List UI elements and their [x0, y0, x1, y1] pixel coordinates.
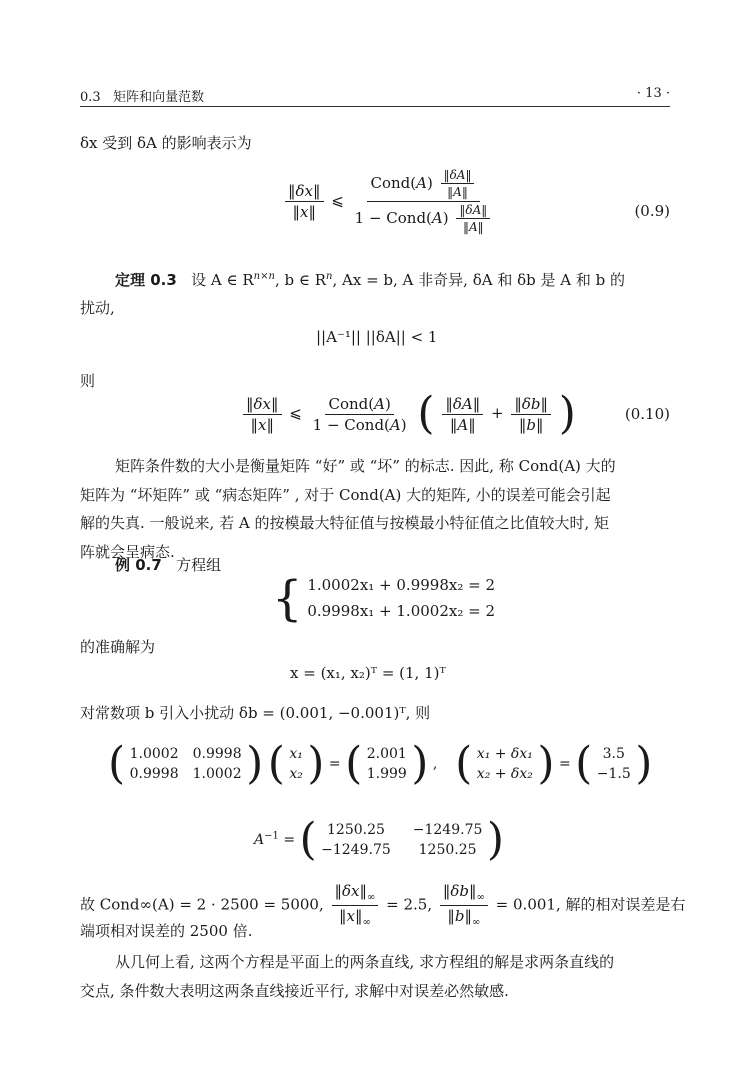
exact-solution-label: 的准确解为 [80, 638, 156, 656]
section-title: 矩阵和向量范数 [113, 90, 205, 105]
conclusion: 故 Cond∞(A) = 2 · 2500 = 5000, $\frac{‖\delta x‖_\infty}{‖x‖_\infty}$ = 2.5, $\frac{‖\delta b‖_\infty}{‖b‖_\infty}$ = 0.001, 解的相对误差是右 [80, 882, 686, 928]
equation-system: { 1.0002x₁ + 0.9998x₂ = 2 0.9998x₁ + 1.0002x₂ = 2 [272, 570, 495, 627]
vector-solution: 3.5 −1.5 [596, 746, 631, 782]
vector-x: x₁ x₂ [289, 746, 303, 782]
equation-number-0-9: (0.9) [634, 202, 670, 220]
theorem-label: 定理 0.3 [115, 271, 177, 289]
theorem-0-3: 定理 0.3 设 A ∈ $R^{n\times n}$, b ∈ $R^n$, Ax = b, A 非奇异, δA 和 δb 是 A 和 b 的 [115, 271, 625, 289]
theorem-line2: 扰动, [80, 299, 115, 317]
matrix-A: 1.0002 0.9998 0.9998 1.0002 [129, 746, 242, 782]
section-number: 0.3 [80, 90, 101, 105]
equation-0-10: $\frac{‖\delta x‖}{‖x‖}$ ⩽ $\frac{\text{Cond(A)}}{\text{1 − Cond(A)}}$ ( $\frac{‖\delta A‖}{‖A‖}$ + $\frac{‖\delta b‖}{‖b‖}$ ) [240, 392, 576, 436]
intro-line: δx 受到 δA 的影响表示为 [80, 134, 252, 152]
perturbed-system: ( 1.0002 0.9998 0.9998 1.0002 ) ( x₁ x₂ ) = ( 2.001 1.999 ) , ( x₁ + δx₁ x₂ + δx₂ ) = ( 3.5 −1.5 ) [108, 738, 653, 789]
exact-solution: x = (x₁, x₂)ᵀ = (1, 1)ᵀ [290, 664, 446, 682]
example-label: 例 0.7 [115, 556, 162, 574]
then-label: 则 [80, 372, 96, 390]
vector-x-perturbed: x₁ + δx₁ x₂ + δx₂ [476, 746, 533, 782]
paragraph-condition-number: 矩阵条件数的大小是衡量矩阵 “好” 或 “坏” 的标志. 因此, 称 Cond(A) 大的 矩阵为 “坏矩阵” 或 “病态矩阵” , 对于 Cond(A) 大的矩阵, 小的误差可能会引起 解的失真. 一般说来, 若 A 的按模最大特征值与按模最小特征值之比值较大时, 矩 阵就会呈病态. [80, 457, 616, 561]
inverse-matrix: $A^{-1}$ = ( 1250.25 −1249.75 −1249.75 1250.25 ) [254, 814, 505, 865]
equation-0-9: $\frac{‖\delta x‖}{‖x‖}$ ⩽ Cond(A) $\frac{‖\delta A‖}{‖A‖}$ 1 − Cond(A) $\frac{‖\delta A‖}{‖A‖}$ [282, 168, 499, 235]
matrix-A-inverse: 1250.25 −1249.75 −1249.75 1250.25 [321, 822, 483, 858]
paragraph-geometry: 从几何上看, 这两个方程是平面上的两条直线, 求方程组的解是求两条直线的 交点, 条件数大表明这两条直线接近平行, 求解中对误差必然敏感. [80, 953, 615, 1000]
page-number: · 13 · [636, 86, 670, 101]
condition-inequality: ||A⁻¹|| ||δA|| < 1 [316, 328, 438, 346]
vector-b-perturbed: 2.001 1.999 [366, 746, 407, 782]
equation-number-0-10: (0.10) [624, 405, 670, 423]
conclusion-line2: 端项相对误差的 2500 倍. [80, 922, 253, 940]
header-rule [80, 106, 670, 107]
example-0-7: 例 0.7 方程组 [115, 556, 222, 574]
perturbation-line: 对常数项 b 引入小扰动 δb = (0.001, −0.001)ᵀ, 则 [80, 704, 431, 722]
running-header [80, 86, 670, 105]
